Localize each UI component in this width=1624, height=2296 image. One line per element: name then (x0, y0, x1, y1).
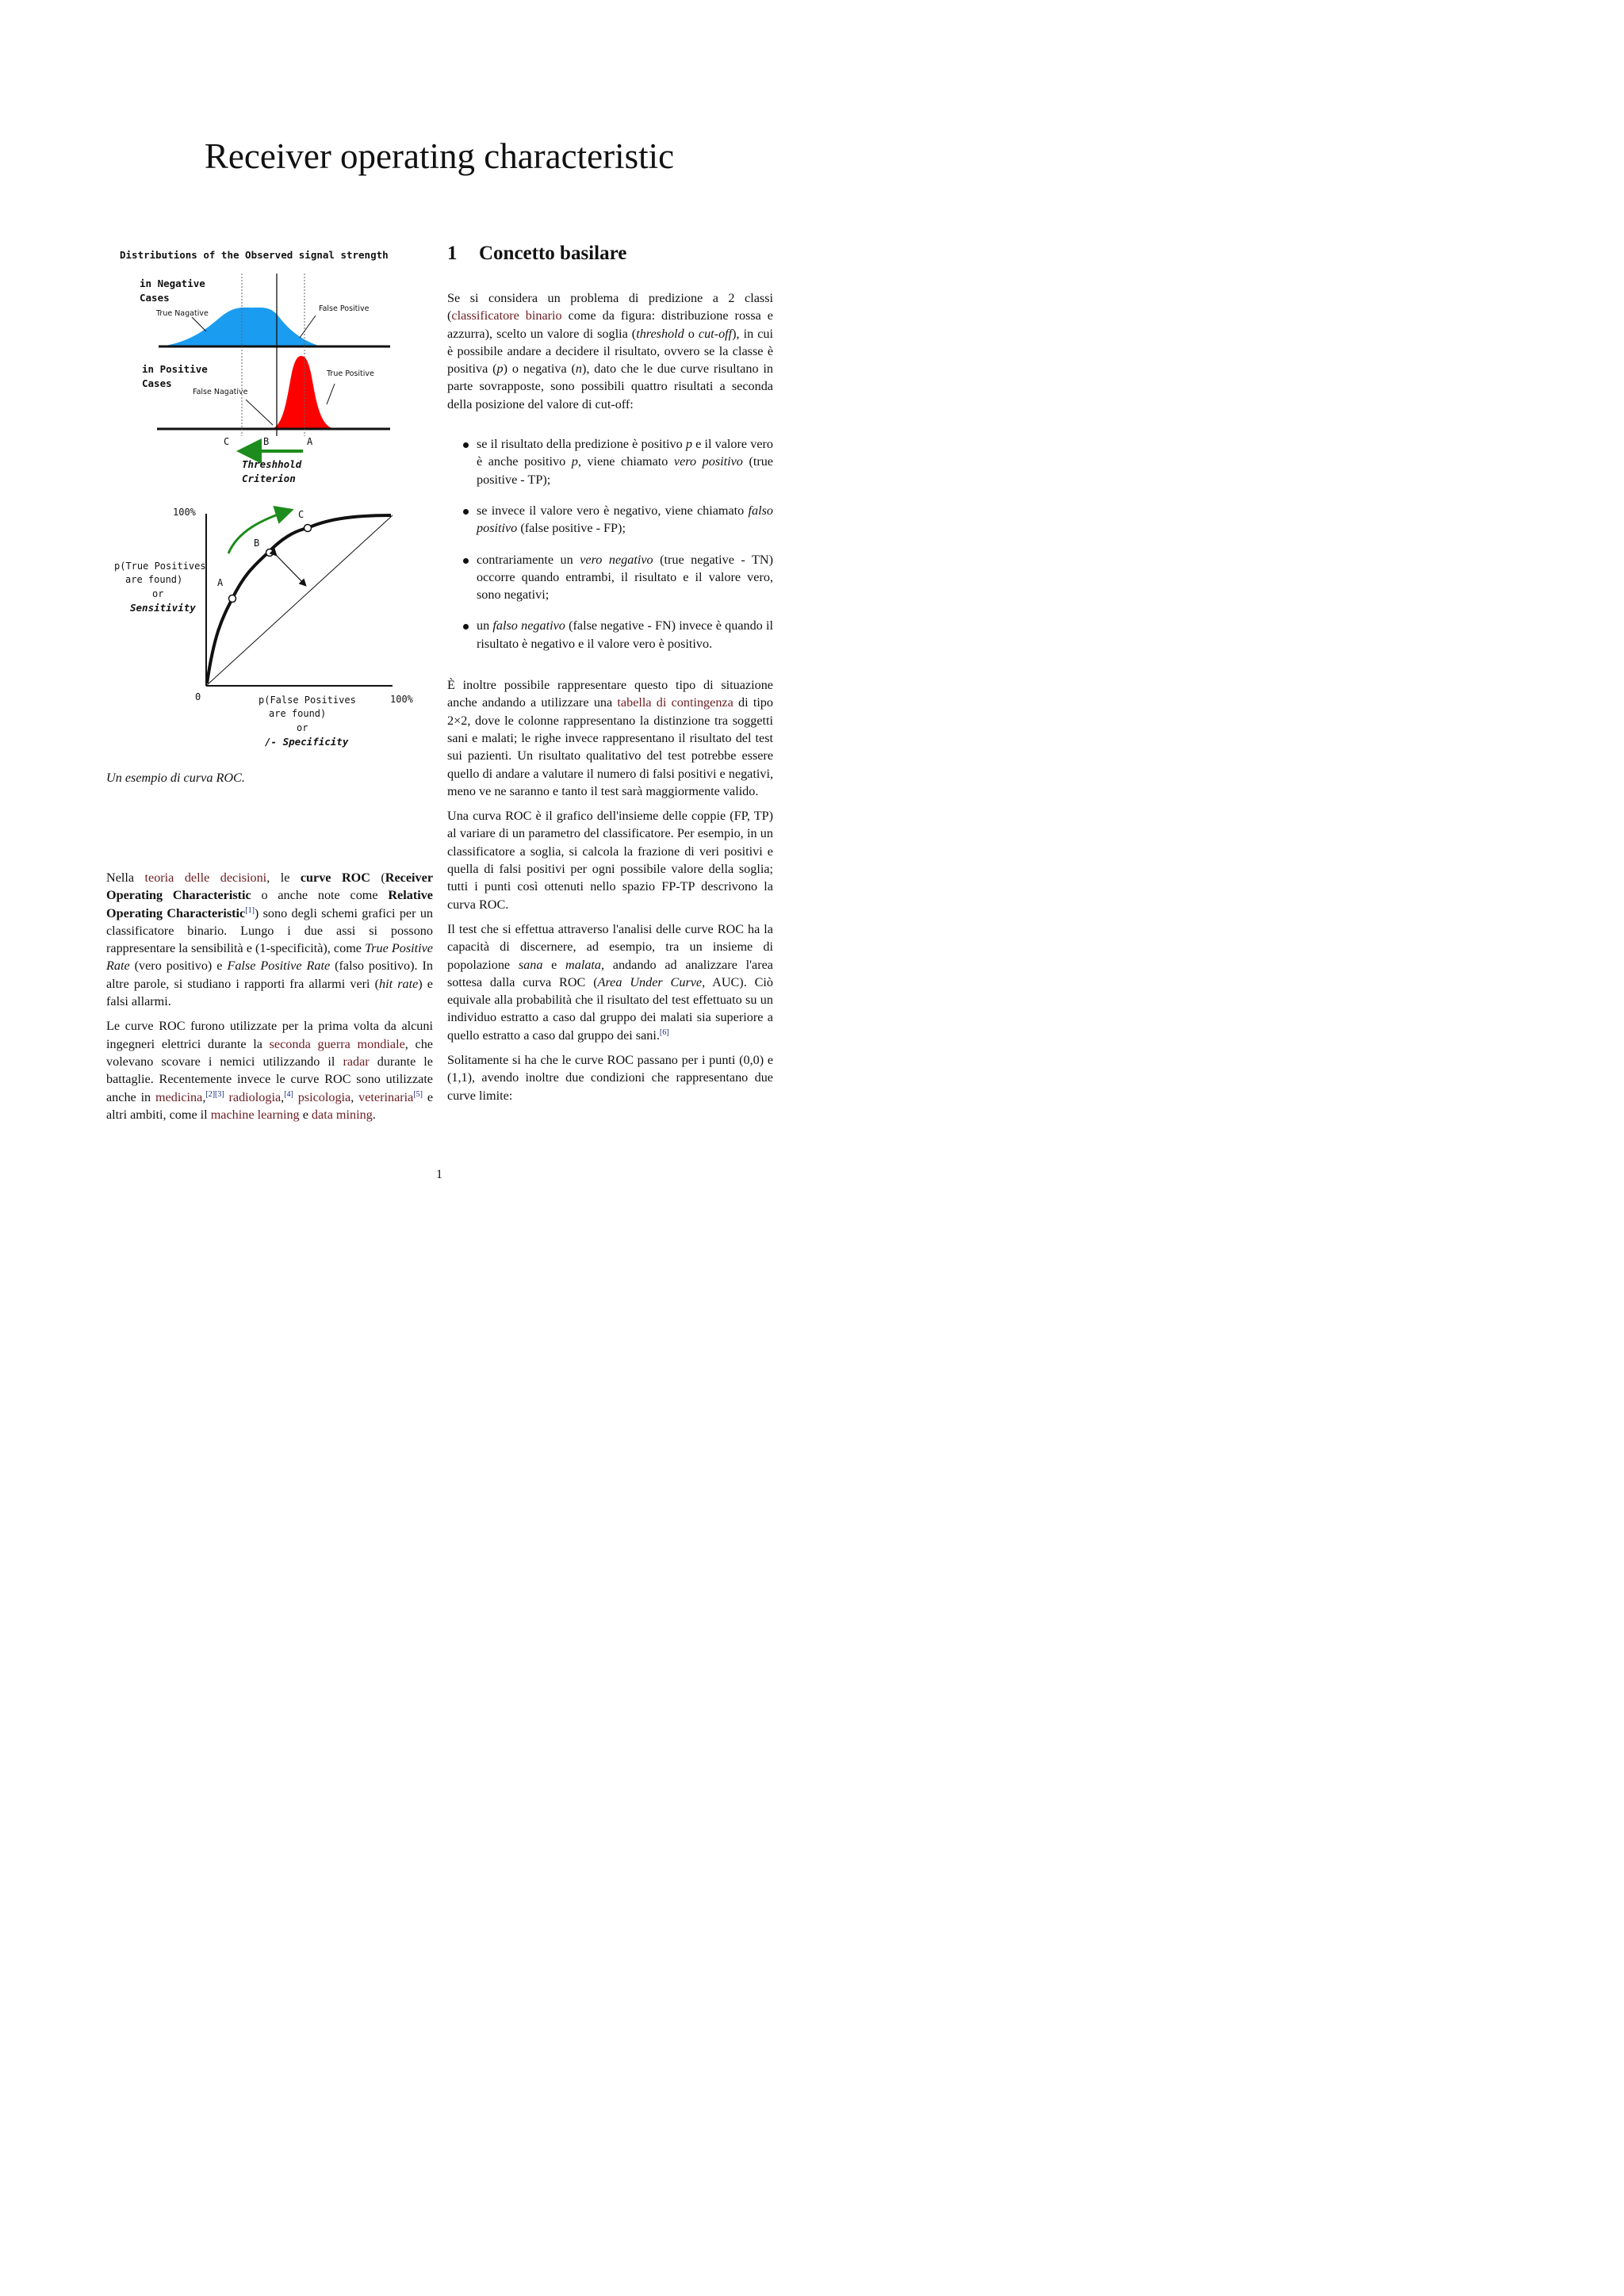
neg-label-1: in Negative (140, 277, 205, 289)
bullet-icon (463, 442, 469, 448)
roc-distance-arrow (276, 555, 305, 585)
y-label-3: or (152, 588, 164, 599)
true-negative-label: True Nagative (156, 309, 209, 318)
bullet-icon (463, 624, 469, 629)
page-number: 1 (436, 1168, 442, 1181)
x-zero-label: 0 (195, 691, 201, 702)
roc-definition-paragraph: Una curva ROC è il grafico dell'insieme delle coppie (FP, TP) al variare di un parametro del classificatore. Per esempio, in un classificatore a soglia, si calcola la frazione di veri positivi e quella di falsi positivi per ogni possibile valore della soglia; tutti i punti così ottenuti nello spazio FP-TP descrivono la curva ROC. (447, 809, 773, 912)
positive-distribution (271, 356, 335, 429)
link-seconda-guerra[interactable]: seconda guerra mondiale (269, 1036, 405, 1051)
false-negative-label: False Nagative (193, 388, 248, 396)
x-label-4: /- Specificity (265, 736, 349, 748)
ref-5[interactable]: [5] (413, 1089, 423, 1099)
link-medicina[interactable]: medicina (155, 1089, 203, 1104)
pos-label-2: Cases (142, 377, 172, 389)
ref-2-3[interactable]: [2][3] (205, 1089, 224, 1099)
link-teoria-decisioni[interactable]: teoria delle decisioni (144, 871, 267, 885)
page-title: Receiver operating characteristic (204, 136, 675, 176)
intro-paragraph: Nella teoria delle decisioni, le curve ROC (Receiver Operating Characteristic o anche note come Relative Operating Characteristic[1]) sono degli schemi grafici per un classificatore binario. Lungo i due assi si possono rappresentare la sensibilità e (1-specificità), come True Positive Rate (vero positivo) e False Positive Rate (falso positivo). In altre parole, si studiano i rapporti fra allarmi veri (hit rate) e falsi allarmi. (106, 871, 434, 1009)
y-label-1: p(True Positives (114, 561, 206, 572)
threshold-label-1: Threshhold (242, 458, 302, 470)
bullet-icon (463, 558, 469, 564)
neg-label-2: Cases (140, 292, 170, 304)
roc-point-b (266, 549, 274, 557)
roc-figure (103, 238, 436, 761)
link-radar[interactable]: radar (343, 1054, 370, 1069)
section-heading: 1 Concetto basilare (447, 243, 627, 264)
x-label-1: p(False Positives (259, 695, 356, 706)
ref-1[interactable]: [1] (245, 905, 255, 915)
link-classificatore-binario[interactable]: classificatore binario (451, 308, 562, 323)
tn-pointer (192, 317, 206, 331)
fig-top-title: Distributions of the Observed signal strength (120, 249, 389, 261)
roc-point-c (304, 525, 312, 532)
marker-b: B (263, 436, 270, 447)
roc-label-b: B (254, 538, 260, 549)
y-label-4: Sensitivity (130, 602, 196, 614)
pos-label-1: in Positive (142, 363, 208, 375)
y-label-2: are found) (125, 574, 183, 585)
fp-pointer (300, 316, 316, 338)
history-paragraph: Le curve ROC furono utilizzate per la prima volta da alcuni ingegneri elettrici durante la seconda guerra mondiale, che volevano scovare i nemici utilizzando il radar durante le battaglie. Recentemente invece le curve ROC sono utilizzate anche in medicina,[2][3] radiologia,[4] psicologia, veterinaria[5] e altri ambiti, come il machine learning e data mining. (106, 1019, 434, 1122)
roc-label-a: A (217, 577, 224, 588)
concept-paragraph: Se si considera un problema di predizione a 2 classi (classificatore binario come da figura: distribuzione rossa e azzurra), scelto un valore di soglia (threshold o cut-off), in cui è possibile andare a decidere il risultato, ovvero se la classe è positiva (p) o negativa (n), dato che le due curve risultano in parte sovrapposte, sono possibili quattro risultati a seconda della posizione del valore di cut-off: (447, 291, 774, 411)
list-item: se il risultato della predizione è positivo p e il valore vero è anche positivo p, viene chiamato vero positivo (true positive - TP); (447, 435, 773, 488)
fn-pointer (246, 400, 273, 425)
limit-curves-paragraph: Solitamente si ha che le curve ROC passano per i punti (0,0) e (1,1), avendo inoltre due condizioni che rappresentano due curve limite: (447, 1052, 773, 1103)
contingency-paragraph: È inoltre possibile rappresentare questo tipo di situazione anche andando a utilizzare una tabella di contingenza di tipo 2×2, dove le colonne rappresentano la distinzione tra soggetti sani e malati; le righe invece rappresentano il risultato del test sui pazienti. Un risultato qualitativo del test potrebbe essere quello di andare a valutare il numero di falsi positivi e negativi, meno ve ne saranno e tanto il test sarà maggiormente valido. (447, 678, 773, 798)
figure-caption: Un esempio di curva ROC. (106, 771, 245, 785)
roc-label-c: C (298, 509, 304, 520)
marker-c: C (224, 436, 230, 447)
link-data-mining[interactable]: data mining (311, 1107, 373, 1122)
auc-paragraph: Il test che si effettua attraverso l'analisi delle curve ROC ha la capacità di discernere, ad esempio, tra un insieme di popolazione sana e malata, andando ad analizzare l'area sottesa dalla curva ROC (Area Under Curve, AUC). Ciò equivale alla probabilità che il risultato del test effettuato su un individuo estratto a caso dal gruppo dei malati sia superiore a quello estratto a caso dal gruppo dei sani.[6] (447, 921, 773, 1043)
false-positive-label: False Positive (319, 304, 370, 313)
link-machine-learning[interactable]: machine learning (210, 1107, 300, 1122)
true-positive-label: True Positive (327, 369, 374, 378)
bullet-icon (463, 509, 469, 515)
link-veterinaria[interactable]: veterinaria (358, 1089, 414, 1104)
link-tabella-contingenza[interactable]: tabella di contingenza (617, 695, 733, 710)
tp-pointer (327, 384, 335, 404)
list-item: un falso negativo (false negative - FN) invece è quando il risultato è negativo e il valore vero è positivo. (447, 617, 773, 652)
link-radiologia[interactable]: radiologia (228, 1089, 282, 1104)
roc-point-a (229, 595, 236, 603)
x-right-label: 100% (390, 694, 413, 705)
x-label-2: are found) (269, 708, 327, 719)
threshold-label-2: Criterion (242, 473, 296, 484)
outcome-list (447, 435, 773, 652)
ref-4[interactable]: [4] (284, 1089, 293, 1099)
link-psicologia[interactable]: psicologia (297, 1089, 351, 1104)
marker-a: A (307, 436, 313, 447)
ref-6[interactable]: [6] (659, 1027, 669, 1037)
x-label-3: or (297, 722, 308, 733)
list-item: se invece il valore vero è negativo, viene chiamato falso positivo (false positive - FP); (447, 502, 773, 538)
y-top-label: 100% (173, 507, 196, 518)
list-item: contrariamente un vero negativo (true negative - TN) occorre quando entrambi, il risultato e il valore vero, sono negativi; (447, 551, 773, 604)
